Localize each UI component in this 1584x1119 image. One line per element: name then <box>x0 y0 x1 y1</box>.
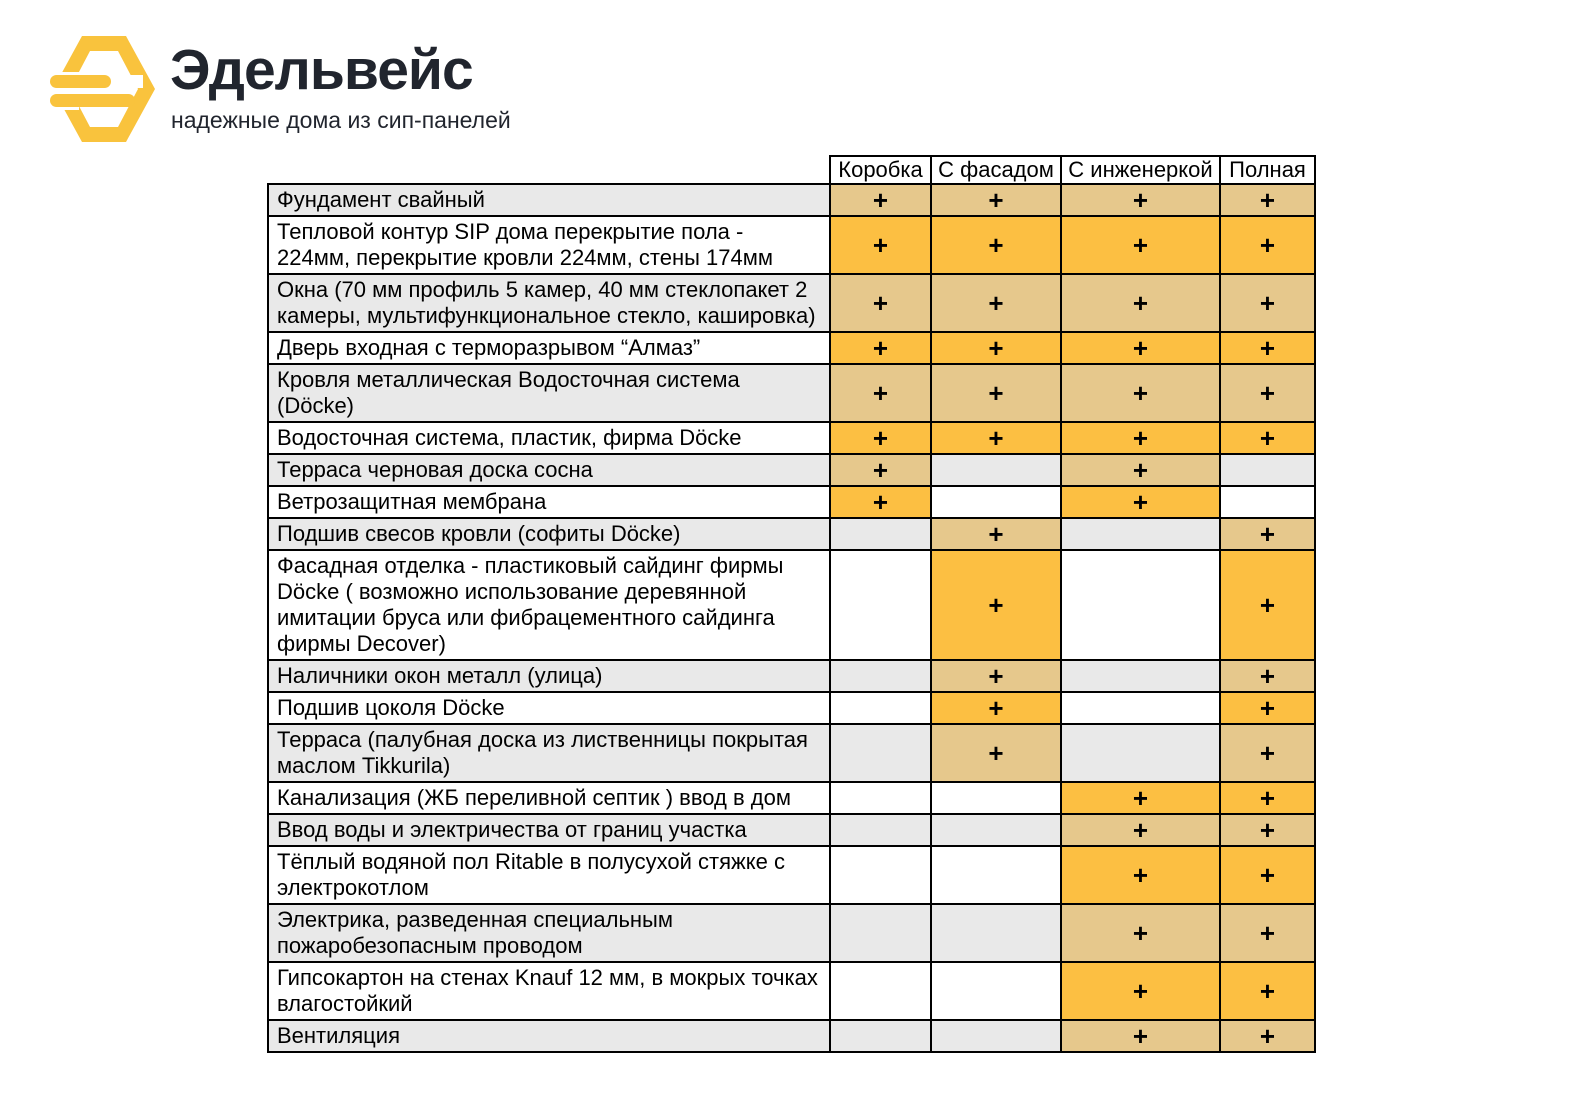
feature-cell: + <box>931 364 1061 422</box>
feature-cell: + <box>1061 184 1220 216</box>
feature-cell: + <box>1061 962 1220 1020</box>
package-comparison-table <box>267 155 1316 1053</box>
row-label: Терраса (палубная доска из лиственницы покрытая маслом Tikkurila) <box>268 724 830 782</box>
feature-cell: + <box>931 660 1061 692</box>
table-row <box>268 962 1315 1020</box>
feature-cell <box>830 782 931 814</box>
feature-cell: + <box>1220 692 1315 724</box>
feature-cell: + <box>1220 216 1315 274</box>
table-row <box>268 904 1315 962</box>
feature-cell: + <box>931 216 1061 274</box>
row-label: Кровля металлическая Водосточная система (Döcke) <box>268 364 830 422</box>
feature-cell <box>931 454 1061 486</box>
row-label: Ввод воды и электричества от границ участка <box>268 814 830 846</box>
feature-cell: + <box>931 550 1061 660</box>
column-header: С инженеркой <box>1061 156 1220 184</box>
table-row <box>268 692 1315 724</box>
table-row <box>268 184 1315 216</box>
feature-cell: + <box>1061 782 1220 814</box>
feature-cell: + <box>1220 962 1315 1020</box>
feature-cell: + <box>830 184 931 216</box>
feature-cell: + <box>1220 660 1315 692</box>
feature-cell: + <box>1061 904 1220 962</box>
feature-cell: + <box>1220 724 1315 782</box>
brand-name: Эдельвейс <box>170 38 473 102</box>
feature-cell: + <box>931 422 1061 454</box>
feature-cell: + <box>830 332 931 364</box>
feature-cell: + <box>931 724 1061 782</box>
table-row <box>268 814 1315 846</box>
feature-cell <box>1220 454 1315 486</box>
feature-cell <box>830 962 931 1020</box>
feature-cell <box>830 1020 931 1052</box>
row-label: Фундамент свайный <box>268 184 830 216</box>
table-row <box>268 1020 1315 1052</box>
feature-cell: + <box>830 486 931 518</box>
feature-cell: + <box>1061 216 1220 274</box>
table-row <box>268 486 1315 518</box>
feature-cell: + <box>1220 274 1315 332</box>
feature-cell <box>931 904 1061 962</box>
row-label: Ветрозащитная мембрана <box>268 486 830 518</box>
feature-cell <box>931 814 1061 846</box>
table-row <box>268 422 1315 454</box>
feature-cell: + <box>1220 184 1315 216</box>
feature-cell <box>931 1020 1061 1052</box>
feature-cell: + <box>1061 274 1220 332</box>
row-label: Тёплый водяной пол Ritable в полусухой стяжке с электрокотлом <box>268 846 830 904</box>
feature-cell <box>830 660 931 692</box>
feature-cell <box>1061 660 1220 692</box>
feature-cell: + <box>931 518 1061 550</box>
feature-cell <box>830 724 931 782</box>
feature-cell <box>1220 486 1315 518</box>
feature-cell: + <box>1220 422 1315 454</box>
feature-cell <box>830 550 931 660</box>
feature-cell <box>830 814 931 846</box>
feature-cell <box>1061 692 1220 724</box>
feature-cell: + <box>1061 364 1220 422</box>
feature-cell: + <box>1220 332 1315 364</box>
table-row <box>268 724 1315 782</box>
row-label: Водосточная система, пластик, фирма Döcke <box>268 422 830 454</box>
feature-cell: + <box>1061 814 1220 846</box>
feature-cell: + <box>1220 1020 1315 1052</box>
feature-cell <box>830 846 931 904</box>
row-label: Подшив свесов кровли (софиты Döcke) <box>268 518 830 550</box>
row-label: Вентиляция <box>268 1020 830 1052</box>
row-label: Наличники окон металл (улица) <box>268 660 830 692</box>
feature-cell <box>931 486 1061 518</box>
feature-cell: + <box>830 454 931 486</box>
column-header: Коробка <box>830 156 931 184</box>
feature-cell <box>1061 518 1220 550</box>
row-label: Подшив цоколя Döcke <box>268 692 830 724</box>
row-label: Фасадная отделка - пластиковый сайдинг фирмы Döcke ( возможно использование деревянной имитации бруса или фибрацементного сайдинга фирмы Decover) <box>268 550 830 660</box>
table-row <box>268 660 1315 692</box>
feature-cell <box>1061 724 1220 782</box>
brand-logo-icon <box>48 34 160 144</box>
table-row <box>268 550 1315 660</box>
table-row <box>268 454 1315 486</box>
feature-cell: + <box>1220 782 1315 814</box>
table-row <box>268 846 1315 904</box>
column-header: С фасадом <box>931 156 1061 184</box>
feature-cell: + <box>1220 904 1315 962</box>
row-label: Окна (70 мм профиль 5 камер, 40 мм стеклопакет 2 камеры, мультифункциональное стекло, кашировка) <box>268 274 830 332</box>
header-spacer <box>268 156 830 184</box>
feature-cell: + <box>1061 486 1220 518</box>
feature-cell: + <box>1220 518 1315 550</box>
feature-cell: + <box>931 184 1061 216</box>
table-row <box>268 364 1315 422</box>
row-label: Канализация (ЖБ переливной септик ) ввод в дом <box>268 782 830 814</box>
feature-cell <box>830 904 931 962</box>
row-label: Дверь входная с терморазрывом “Алмаз” <box>268 332 830 364</box>
feature-cell: + <box>830 216 931 274</box>
feature-cell <box>830 692 931 724</box>
feature-cell: + <box>1061 332 1220 364</box>
feature-cell <box>931 962 1061 1020</box>
feature-cell: + <box>1061 846 1220 904</box>
table-row <box>268 332 1315 364</box>
feature-cell: + <box>1220 814 1315 846</box>
table-row <box>268 274 1315 332</box>
table-row <box>268 216 1315 274</box>
comparison-table-wrap <box>267 155 1316 1053</box>
feature-cell: + <box>1061 454 1220 486</box>
feature-cell: + <box>1220 364 1315 422</box>
feature-cell: + <box>1220 846 1315 904</box>
column-header: Полная <box>1220 156 1315 184</box>
feature-cell <box>931 846 1061 904</box>
feature-cell: + <box>1061 422 1220 454</box>
feature-cell: + <box>931 332 1061 364</box>
feature-cell: + <box>1220 550 1315 660</box>
feature-cell <box>830 518 931 550</box>
table-row <box>268 782 1315 814</box>
row-label: Тепловой контур SIP дома перекрытие пола - 224мм, перекрытие кровли 224мм, стены 174мм <box>268 216 830 274</box>
feature-cell: + <box>830 274 931 332</box>
feature-cell <box>1061 550 1220 660</box>
feature-cell <box>931 782 1061 814</box>
header-row <box>268 156 1315 184</box>
brand-tagline: надежные дома из сип-панелей <box>171 107 511 133</box>
feature-cell: + <box>830 364 931 422</box>
feature-cell: + <box>830 422 931 454</box>
feature-cell: + <box>931 692 1061 724</box>
row-label: Терраса черновая доска сосна <box>268 454 830 486</box>
feature-cell: + <box>931 274 1061 332</box>
table-row <box>268 518 1315 550</box>
row-label: Гипсокартон на стенах Knauf 12 мм, в мокрых точках влагостойкий <box>268 962 830 1020</box>
feature-cell: + <box>1061 1020 1220 1052</box>
row-label: Электрика, разведенная специальным пожаробезопасным проводом <box>268 904 830 962</box>
